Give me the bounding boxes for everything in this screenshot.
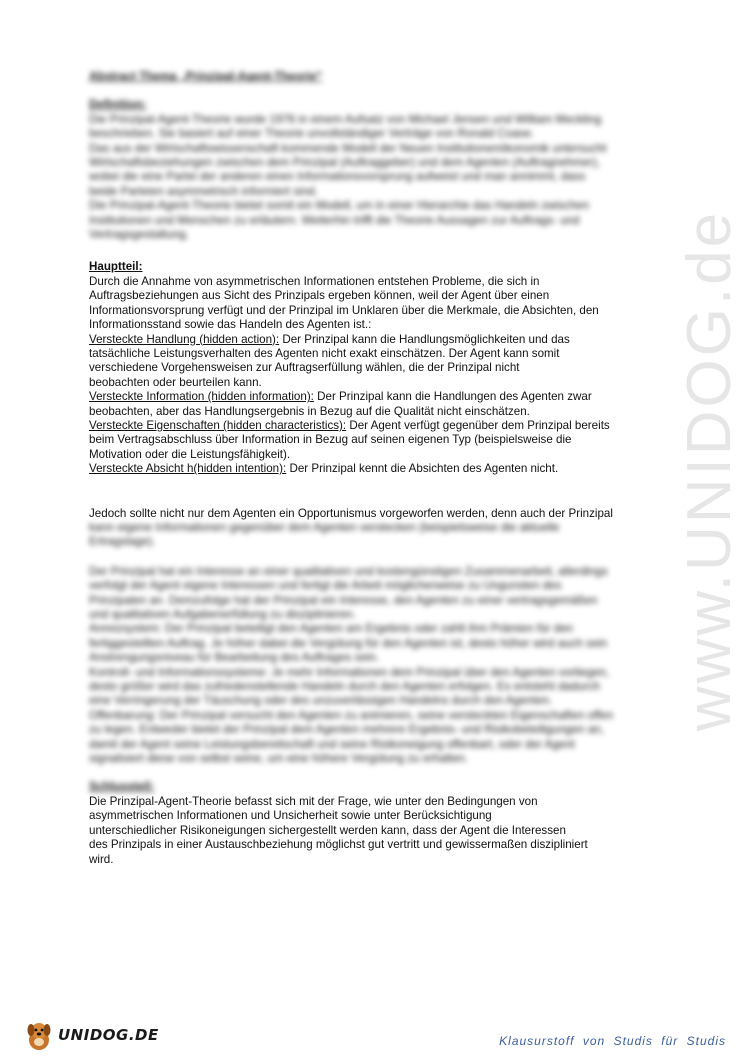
schluss-line: des Prinzipals in einer Austauschbeziehung möglichst gut vertritt und gewissermaßen diszipliniert	[89, 838, 588, 852]
definition-line: wobei die eine Partei der anderen einen Informationsvorsprung aufweist und man annimmt, dass	[89, 170, 586, 184]
item-text: Der Agent verfügt gegenüber dem Prinzipal bereits	[346, 418, 610, 432]
blurred-line: Anstrengungsniveau für Bearbeitung des Auftrages sein.	[89, 651, 380, 665]
item-line: beobachten, aber das Handlungsergebnis in Bezug auf die Qualität nicht einschätzen.	[89, 404, 530, 418]
document-content	[89, 70, 669, 867]
hauptteil-heading: Hauptteil:	[89, 260, 143, 274]
footer-word: für	[661, 1034, 679, 1048]
schluss-section	[89, 795, 669, 867]
definition-line: Die Prinzipal-Agent-Theorie bietet somit ein Modell, um in einer Hierarchie das Handeln zwischen	[89, 199, 590, 213]
blurred-middle-section	[89, 521, 669, 795]
definition-line: Wirtschaftsbeziehungen zwischen dem Prinzipal (Auftraggeber) und dem Agenten (Auftragnehmer),	[89, 156, 601, 170]
item-text: Der Prinzipal kennt die Absichten des Agenten nicht.	[286, 462, 559, 476]
hauptteil-section	[89, 260, 669, 521]
blurred-line: desto größer wird das zufriedenstellende Handeln durch den Agenten erfolgen. Es entsteht dadurch	[89, 680, 601, 694]
definition-line: Die Prinzipal-Agent-Theorie wurde 1976 in einem Aufsatz von Michael Jensen und William Meckling	[89, 112, 602, 126]
footer-word: Studis	[613, 1034, 653, 1048]
schluss-line: wird.	[89, 852, 114, 866]
item-term: Versteckte Handlung (hidden action):	[89, 332, 280, 346]
blurred-line: Ertragslage).	[89, 535, 156, 549]
intro-line: Informationsvorsprung verfügt und der Prinzipal im Unklaren über die Merkmale, die Absichten, den	[89, 303, 599, 317]
item-hidden-action	[89, 333, 669, 347]
intro-line: Informationsstand sowie das Handeln des Agenten ist.:	[89, 318, 372, 332]
schluss-heading: Schlussteil:	[89, 780, 155, 794]
blurred-line: Der Prinzipal hat ein Interesse an einer qualitativen und kostengünstigen Zusammenarbeit, allerdings	[89, 564, 608, 578]
opportunism-line: Jedoch sollte nicht nur dem Agenten ein Opportunismus vorgeworfen werden, denn auch der Prinzipal	[89, 506, 613, 520]
blurred-line: Anreizsystem: Der Prinzipal beteiligt den Agenten am Ergebnis oder zahlt ihm Prämien für den	[89, 622, 573, 636]
schluss-line: Die Prinzipal-Agent-Theorie befasst sich mit der Frage, wie unter den Bedingungen von	[89, 794, 538, 808]
intro-line: Durch die Annahme von asymmetrischen Informationen entstehen Probleme, die sich in	[89, 274, 540, 288]
blurred-line: verfolgt der Agent eigene Interessen und fertigt die Arbeit möglicherweise zu Ungunsten des	[89, 579, 562, 593]
item-line: tatsächliche Leistungsverhalten des Agenten nicht exakt einschätzen. Der Agent kann somit	[89, 346, 560, 360]
item-line: verschiedene Vorgehensweisen zur Auftragserfüllung wählen, die der Prinzipal nicht	[89, 361, 520, 375]
definition-line: beschrieben. Sie basiert auf einer Theorie unvollständiger Verträge von Ronald Coase.	[89, 127, 535, 141]
item-term: Versteckte Information (hidden information):	[89, 390, 314, 404]
definition-line: Das aus der Wirtschaftswissenschaft kommende Modell der Neuen Institutionenökonomik untersucht	[89, 141, 607, 155]
document-title: Abstract Thema „Prinzipal-Agent-Theorie“	[89, 70, 323, 83]
item-hidden-characteristics	[89, 419, 669, 433]
item-line: beobachten oder beurteilen kann.	[89, 375, 262, 389]
footer-word: Klausurstoff	[499, 1034, 575, 1048]
watermark-text: www.UNIDOG.de	[675, 209, 745, 731]
unidog-logo[interactable]	[24, 1015, 164, 1055]
item-term: Versteckte Eigenschaften (hidden characteristics):	[89, 418, 347, 432]
item-text: Der Prinzipal kann die Handlungsmöglichkeiten und das	[279, 332, 570, 346]
item-hidden-intention	[89, 462, 669, 476]
blurred-line: und qualitativen Aufgabenerfüllung zu disziplinieren.	[89, 608, 356, 621]
schluss-line: unterschiedlicher Risikoneigungen sichergestellt werden kann, dass der Agent die Interessen	[89, 823, 566, 837]
definition-line: Institutionen und Menschen zu erläutern. Weiterhin trifft die Theorie Aussagen zur Auftrags- und	[89, 213, 580, 227]
blurred-line: Prinzipalen an. Demzufolge hat der Prinzipal ein Interesse, den Agenten zu einer vertragsgemäßen	[89, 593, 598, 607]
intro-line: Auftragsbeziehungen aus Sicht des Prinzipals ergeben können, weil der Agent über einen	[89, 289, 550, 303]
blurred-line: Kontroll- und Informationssysteme: Je mehr Informationen dem Prinzipal über den Agenten vorliegen,	[89, 665, 610, 679]
footer-word: von	[582, 1034, 606, 1048]
item-text: Der Prinzipal kann die Handlungen des Agenten zwar	[313, 390, 592, 404]
blurred-top-section	[89, 70, 669, 242]
blurred-line: fertiggestellten Auftrag. Je höher dabei die Vergütung für den Agenten ist, desto höher wird auch sein	[89, 636, 608, 650]
blurred-line: damit der Agent seine Leistungsbereitschaft und seine Risikoneigung offenbart, oder der Agent	[89, 737, 575, 751]
item-line: beim Vertragsabschluss über Information in Bezug auf seinen eigenen Typ (beispielsweise die	[89, 433, 572, 447]
dog-icon	[24, 1018, 54, 1052]
blurred-line: kann eigene Informationen gegenüber dem Agenten verstecken (beispielsweise die aktuelle	[89, 520, 560, 534]
item-line: Motivation oder die Leistungsfähigkeit).	[89, 447, 291, 461]
footer-word: Studis	[686, 1034, 726, 1048]
schluss-line: asymmetrischen Informationen und Unsicherheit sowie unter Berücksichtigung	[89, 809, 492, 823]
blurred-line: signalisiert diese von selbst seine, um eine höhere Vergütung zu erhalten.	[89, 752, 468, 766]
definition-line: Vertragsgestaltung.	[89, 228, 189, 242]
footer-slogan	[497, 1034, 728, 1048]
blurred-line: zu legen. Entweder bietet der Prinzipal dem Agenten mehrere Ergebnis- und Risikobeteiligungen an,	[89, 723, 604, 737]
definition-line: beide Parteien asymmetrisch informiert sind.	[89, 184, 318, 198]
blurred-line: eine Verringerung der Täuschung oder des unzuverlässigen Handelns durch den Agenten.	[89, 694, 553, 708]
definition-heading: Definition:	[89, 98, 147, 112]
blurred-line: Offenbarung: Der Prinzipal versucht den Agenten zu animieren, seine versteckten Eigenschaften offen	[89, 708, 614, 722]
item-term: Versteckte Absicht h(hidden intention):	[89, 462, 287, 476]
item-hidden-information	[89, 390, 669, 404]
logo-text: UNIDOG.DE	[58, 1026, 159, 1044]
